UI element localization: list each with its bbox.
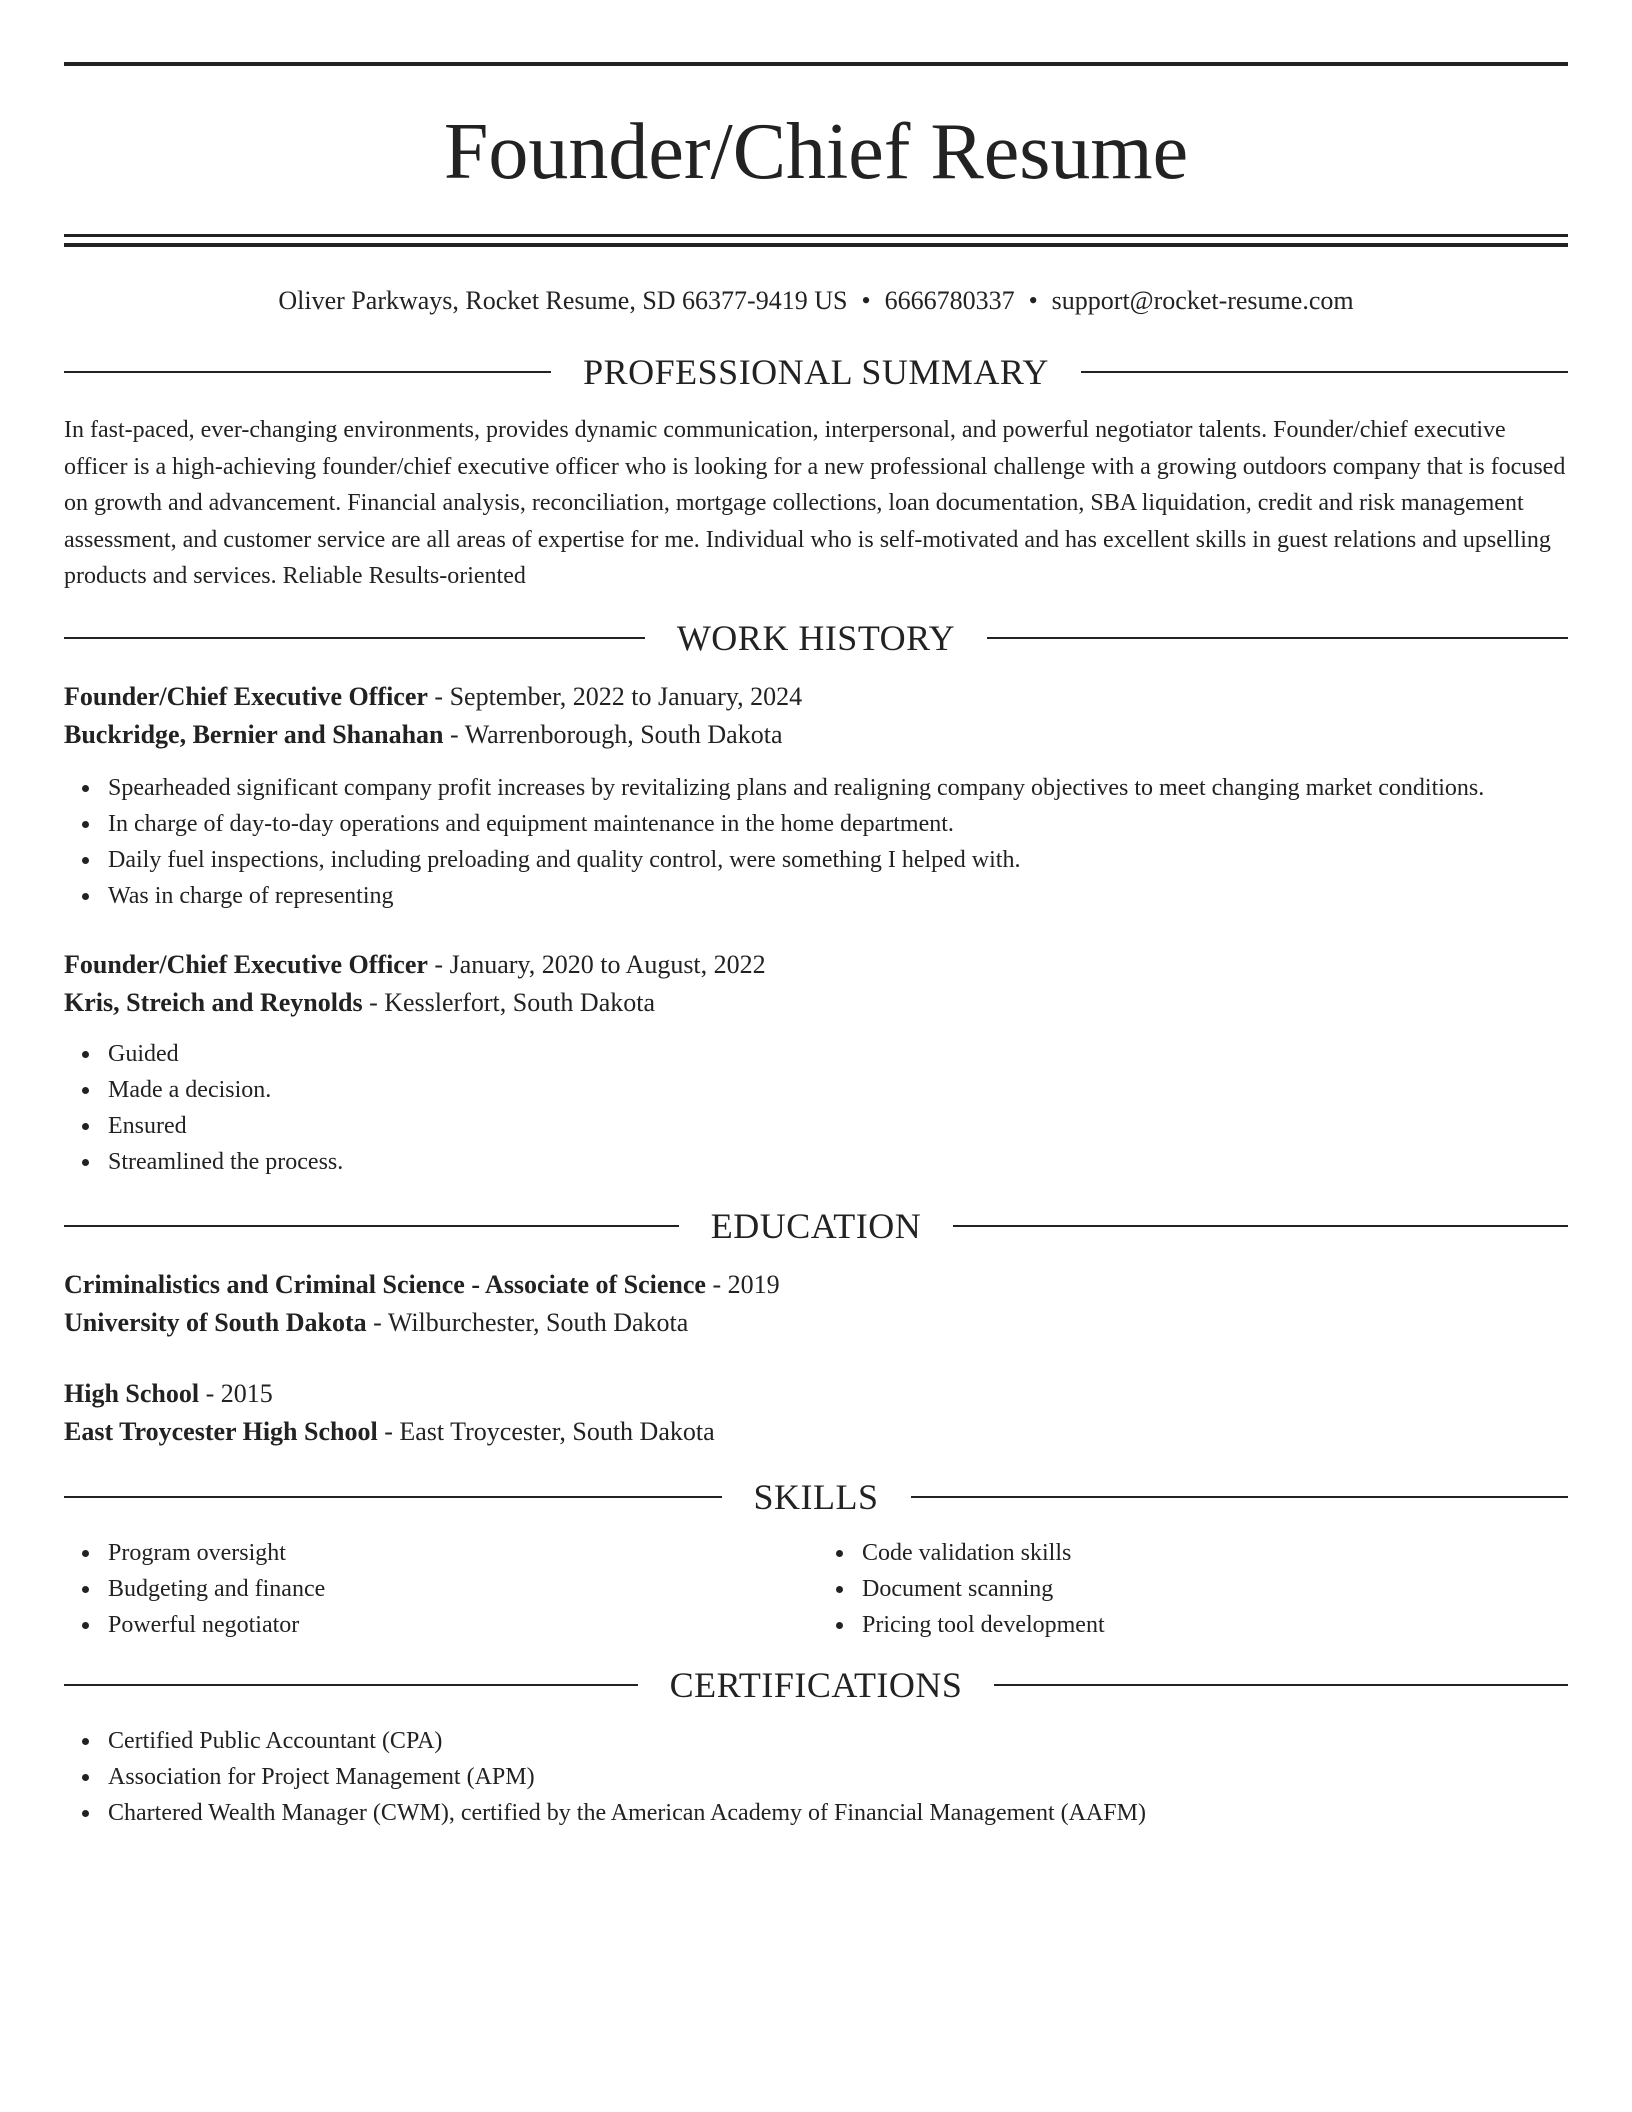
certifications-list: [64, 1723, 1568, 1831]
job-title-line: [64, 946, 1568, 984]
list-item: Spearheaded significant company profit increases by revitalizing plans and realigning company objectives to meet changing market conditions.: [108, 770, 1568, 806]
list-item: Was in charge of representing: [108, 878, 1568, 914]
list-item: Daily fuel inspections, including preloading and quality control, were something I helped with.: [108, 842, 1568, 878]
contact-address: Oliver Parkways, Rocket Resume, SD 66377-9419 US: [278, 286, 848, 315]
contact-separator: •: [1028, 286, 1038, 315]
list-item: Certified Public Accountant (CPA): [108, 1723, 1568, 1759]
top-rule: [64, 62, 1568, 66]
job-bullets: [64, 1036, 1568, 1180]
job-dates: - September, 2022 to January, 2024: [427, 681, 803, 711]
education-degree: Criminalistics and Criminal Science - Associate of Science: [64, 1269, 706, 1299]
education-degree-line: [64, 1266, 1568, 1304]
job-location: - Warrenborough, South Dakota: [443, 719, 783, 749]
job-company-line: [64, 984, 1568, 1022]
section-title: WORK HISTORY: [676, 617, 956, 658]
heading-rule: [64, 637, 645, 639]
list-item: Powerful negotiator: [108, 1607, 816, 1643]
contact-separator: •: [861, 286, 871, 315]
contact-phone: 6666780337: [884, 286, 1015, 315]
title-double-rule: [64, 234, 1568, 247]
list-item: Program oversight: [108, 1535, 816, 1571]
heading-rule: [1081, 371, 1568, 373]
education-school: East Troycester High School: [64, 1416, 378, 1446]
education-location: - East Troycester, South Dakota: [377, 1416, 715, 1446]
job-title: Founder/Chief Executive Officer: [64, 949, 428, 979]
section-heading-work: [64, 616, 1568, 660]
job-title-line: [64, 678, 1568, 716]
section-heading-skills: [64, 1475, 1568, 1519]
job-bullets: [64, 770, 1568, 914]
skills-column-right: [816, 1535, 1568, 1643]
list-item: Ensured: [108, 1108, 1568, 1144]
education-entry: [64, 1266, 1568, 1342]
heading-rule: [64, 1496, 722, 1498]
list-item: Streamlined the process.: [108, 1144, 1568, 1180]
skills-list: [816, 1535, 1568, 1643]
list-item: Pricing tool development: [862, 1607, 1568, 1643]
job-location: - Kesslerfort, South Dakota: [362, 987, 655, 1017]
education-year: - 2019: [705, 1269, 780, 1299]
skills-columns: [64, 1535, 1568, 1643]
list-item: Chartered Wealth Manager (CWM), certified by the American Academy of Financial Management (AAFM): [108, 1795, 1568, 1831]
job-dates: - January, 2020 to August, 2022: [427, 949, 766, 979]
job-company-line: [64, 716, 1568, 754]
contact-email: support@rocket-resume.com: [1051, 286, 1354, 315]
job-company: Kris, Streich and Reynolds: [64, 987, 363, 1017]
education-school-line: [64, 1304, 1568, 1342]
list-item: Made a decision.: [108, 1072, 1568, 1108]
job-entry: [64, 946, 1568, 1180]
heading-rule: [64, 1684, 638, 1686]
list-item: In charge of day-to-day operations and equipment maintenance in the home department.: [108, 806, 1568, 842]
section-title: SKILLS: [753, 1476, 879, 1517]
contact-line: [64, 285, 1568, 317]
skills-list: [64, 1535, 816, 1643]
list-item: Guided: [108, 1036, 1568, 1072]
education-entry: [64, 1375, 1568, 1451]
list-item: Association for Project Management (APM): [108, 1759, 1568, 1795]
education-school: University of South Dakota: [64, 1307, 367, 1337]
section-title: CERTIFICATIONS: [669, 1664, 963, 1705]
education-degree: High School: [64, 1378, 200, 1408]
list-item: Document scanning: [862, 1571, 1568, 1607]
list-item: Code validation skills: [862, 1535, 1568, 1571]
job-title: Founder/Chief Executive Officer: [64, 681, 428, 711]
resume-title: Founder/Chief Resume: [443, 108, 1189, 196]
heading-rule: [987, 637, 1568, 639]
list-item: Budgeting and finance: [108, 1571, 816, 1607]
heading-rule: [64, 1225, 679, 1227]
education-school-line: [64, 1413, 1568, 1451]
summary-paragraph: In fast-paced, ever-changing environments, provides dynamic communication, interpersonal, and powerful negotiator talents. Founder/chief executive officer is a high-achieving founder/chief executive officer who is looking for a new professional challenge with a growing outdoors company that is focused on growth and advancement. Financial analysis, reconciliation, mortgage collections, loan documentation, SBA liquidation, credit and risk management assessment, and customer service are all areas of expertise for me. Individual who is self-motivated and has excellent skills in guest relations and upselling products and services. Reliable Results-oriented: [64, 417, 1566, 589]
heading-rule: [953, 1225, 1568, 1227]
section-heading-certifications: [64, 1663, 1568, 1707]
heading-rule: [64, 371, 551, 373]
section-heading-education: [64, 1204, 1568, 1248]
education-year: - 2015: [199, 1378, 273, 1408]
section-heading-summary: [64, 350, 1568, 394]
skills-column-left: [64, 1535, 816, 1643]
section-title: EDUCATION: [710, 1205, 922, 1246]
section-title: PROFESSIONAL SUMMARY: [583, 352, 1049, 392]
education-location: - Wilburchester, South Dakota: [366, 1307, 689, 1337]
job-entry: [64, 678, 1568, 914]
heading-rule: [911, 1496, 1569, 1498]
education-degree-line: [64, 1375, 1568, 1413]
job-company: Buckridge, Bernier and Shanahan: [64, 719, 444, 749]
heading-rule: [994, 1684, 1568, 1686]
